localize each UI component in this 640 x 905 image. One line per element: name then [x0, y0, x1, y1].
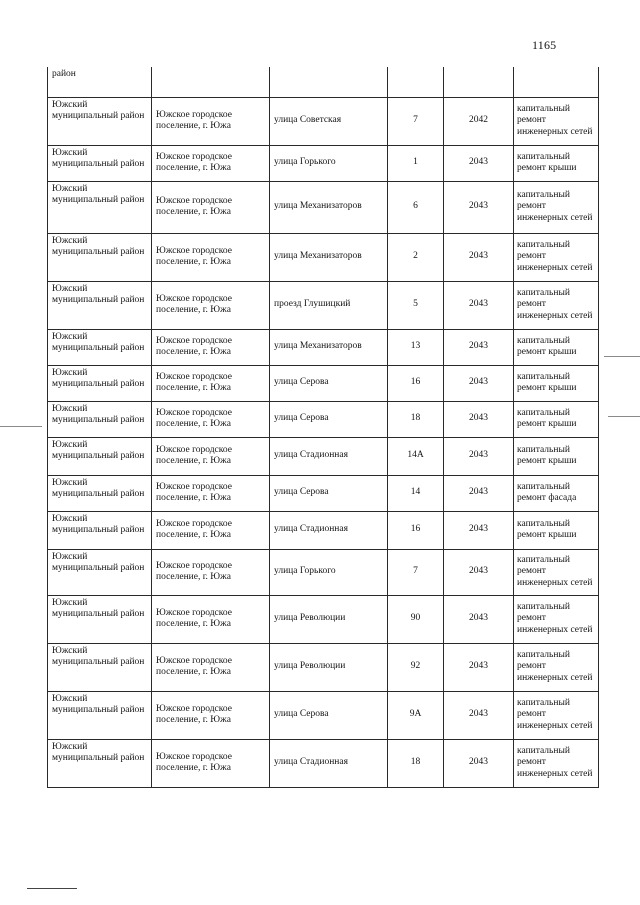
house-cell: 18 — [388, 739, 444, 787]
settlement-cell: Южское городское поселение, г. Южа — [152, 691, 270, 739]
settlement-cell: Южское городское поселение, г. Южа — [152, 281, 270, 329]
housing-repair-table — [47, 67, 599, 788]
district-cell: Южский муниципальный район — [48, 437, 152, 475]
year-cell: 2043 — [444, 511, 514, 549]
street-cell: улица Механизаторов — [270, 181, 388, 233]
street-cell: улица Стадионная — [270, 511, 388, 549]
settlement-cell: Южское городское поселение, г. Южа — [152, 739, 270, 787]
house-cell: 92 — [388, 643, 444, 691]
table-row — [48, 691, 599, 739]
street-cell: улица Серова — [270, 475, 388, 511]
table-row — [48, 233, 599, 281]
year-cell: 2043 — [444, 549, 514, 595]
district-cell: Южский муниципальный район — [48, 329, 152, 365]
year-cell: 2043 — [444, 329, 514, 365]
house-cell: 5 — [388, 281, 444, 329]
district-cell: Южский муниципальный район — [48, 511, 152, 549]
work-cell: капитальный ремонт крыши — [514, 437, 599, 475]
district-cell: Южский муниципальный район — [48, 181, 152, 233]
year-cell: 2043 — [444, 475, 514, 511]
street-cell: улица Революции — [270, 595, 388, 643]
work-cell: капитальный ремонт инженерных сетей — [514, 97, 599, 145]
house-cell: 7 — [388, 97, 444, 145]
work-cell: капитальный ремонт инженерных сетей — [514, 739, 599, 787]
work-cell: капитальный ремонт инженерных сетей — [514, 595, 599, 643]
house-cell: 16 — [388, 511, 444, 549]
street-cell: улица Революции — [270, 643, 388, 691]
district-cell: Южский муниципальный район — [48, 233, 152, 281]
settlement-cell: Южское городское поселение, г. Южа — [152, 145, 270, 181]
table-row — [48, 437, 599, 475]
work-cell — [514, 67, 599, 97]
year-cell: 2043 — [444, 437, 514, 475]
table-row — [48, 401, 599, 437]
street-cell: улица Серова — [270, 365, 388, 401]
work-cell: капитальный ремонт инженерных сетей — [514, 691, 599, 739]
table-body — [48, 67, 599, 787]
settlement-cell: Южское городское поселение, г. Южа — [152, 595, 270, 643]
year-cell: 2043 — [444, 401, 514, 437]
settlement-cell: Южское городское поселение, г. Южа — [152, 437, 270, 475]
district-cell: Южский муниципальный район — [48, 595, 152, 643]
house-cell: 14 — [388, 475, 444, 511]
margin-mark — [604, 356, 640, 357]
year-cell: 2043 — [444, 281, 514, 329]
street-cell: улица Механизаторов — [270, 233, 388, 281]
district-cell: Южский муниципальный район — [48, 281, 152, 329]
district-cell: район — [48, 67, 152, 97]
settlement-cell: Южское городское поселение, г. Южа — [152, 643, 270, 691]
house-cell: 6 — [388, 181, 444, 233]
work-cell: капитальный ремонт крыши — [514, 401, 599, 437]
house-cell: 14А — [388, 437, 444, 475]
street-cell: улица Серова — [270, 401, 388, 437]
table-row — [48, 181, 599, 233]
year-cell: 2043 — [444, 233, 514, 281]
street-cell: улица Горького — [270, 145, 388, 181]
district-cell: Южский муниципальный район — [48, 145, 152, 181]
table-row — [48, 739, 599, 787]
district-cell: Южский муниципальный район — [48, 549, 152, 595]
table-row — [48, 329, 599, 365]
house-cell: 13 — [388, 329, 444, 365]
year-cell: 2043 — [444, 595, 514, 643]
street-cell: проезд Глушицкий — [270, 281, 388, 329]
street-cell — [270, 67, 388, 97]
table-row — [48, 475, 599, 511]
year-cell: 2043 — [444, 365, 514, 401]
street-cell: улица Советская — [270, 97, 388, 145]
work-cell: капитальный ремонт инженерных сетей — [514, 549, 599, 595]
street-cell: улица Стадионная — [270, 437, 388, 475]
year-cell: 2042 — [444, 97, 514, 145]
settlement-cell: Южское городское поселение, г. Южа — [152, 233, 270, 281]
continuation-row — [48, 67, 599, 97]
district-cell: Южский муниципальный район — [48, 475, 152, 511]
work-cell: капитальный ремонт крыши — [514, 511, 599, 549]
house-cell: 1 — [388, 145, 444, 181]
table-row — [48, 595, 599, 643]
work-cell: капитальный ремонт крыши — [514, 145, 599, 181]
work-cell: капитальный ремонт крыши — [514, 329, 599, 365]
settlement-cell: Южское городское поселение, г. Южа — [152, 97, 270, 145]
work-cell: капитальный ремонт инженерных сетей — [514, 281, 599, 329]
year-cell: 2043 — [444, 643, 514, 691]
settlement-cell: Южское городское поселение, г. Южа — [152, 181, 270, 233]
district-cell: Южский муниципальный район — [48, 643, 152, 691]
work-cell: капитальный ремонт инженерных сетей — [514, 181, 599, 233]
street-cell: улица Стадионная — [270, 739, 388, 787]
house-cell: 7 — [388, 549, 444, 595]
street-cell: улица Механизаторов — [270, 329, 388, 365]
house-cell: 90 — [388, 595, 444, 643]
year-cell: 2043 — [444, 691, 514, 739]
table-row — [48, 511, 599, 549]
table-row — [48, 643, 599, 691]
year-cell — [444, 67, 514, 97]
table-row — [48, 549, 599, 595]
street-cell: улица Серова — [270, 691, 388, 739]
district-cell: Южский муниципальный район — [48, 739, 152, 787]
house-cell: 18 — [388, 401, 444, 437]
table-row — [48, 365, 599, 401]
settlement-cell: Южское городское поселение, г. Южа — [152, 475, 270, 511]
year-cell: 2043 — [444, 739, 514, 787]
house-cell: 9А — [388, 691, 444, 739]
house-cell: 2 — [388, 233, 444, 281]
table-row — [48, 281, 599, 329]
table-row — [48, 145, 599, 181]
settlement-cell: Южское городское поселение, г. Южа — [152, 549, 270, 595]
settlement-cell — [152, 67, 270, 97]
settlement-cell: Южское городское поселение, г. Южа — [152, 329, 270, 365]
house-cell — [388, 67, 444, 97]
settlement-cell: Южское городское поселение, г. Южа — [152, 511, 270, 549]
district-cell: Южский муниципальный район — [48, 97, 152, 145]
footnote-rule — [27, 888, 77, 889]
work-cell: капитальный ремонт инженерных сетей — [514, 643, 599, 691]
page-number: 1165 — [532, 38, 557, 52]
margin-mark — [0, 426, 42, 427]
year-cell: 2043 — [444, 145, 514, 181]
district-cell: Южский муниципальный район — [48, 365, 152, 401]
table-row — [48, 97, 599, 145]
work-cell: капитальный ремонт инженерных сетей — [514, 233, 599, 281]
year-cell: 2043 — [444, 181, 514, 233]
work-cell: капитальный ремонт фасада — [514, 475, 599, 511]
settlement-cell: Южское городское поселение, г. Южа — [152, 365, 270, 401]
settlement-cell: Южское городское поселение, г. Южа — [152, 401, 270, 437]
margin-mark — [608, 416, 640, 417]
house-cell: 16 — [388, 365, 444, 401]
district-cell: Южский муниципальный район — [48, 691, 152, 739]
district-cell: Южский муниципальный район — [48, 401, 152, 437]
work-cell: капитальный ремонт крыши — [514, 365, 599, 401]
street-cell: улица Горького — [270, 549, 388, 595]
